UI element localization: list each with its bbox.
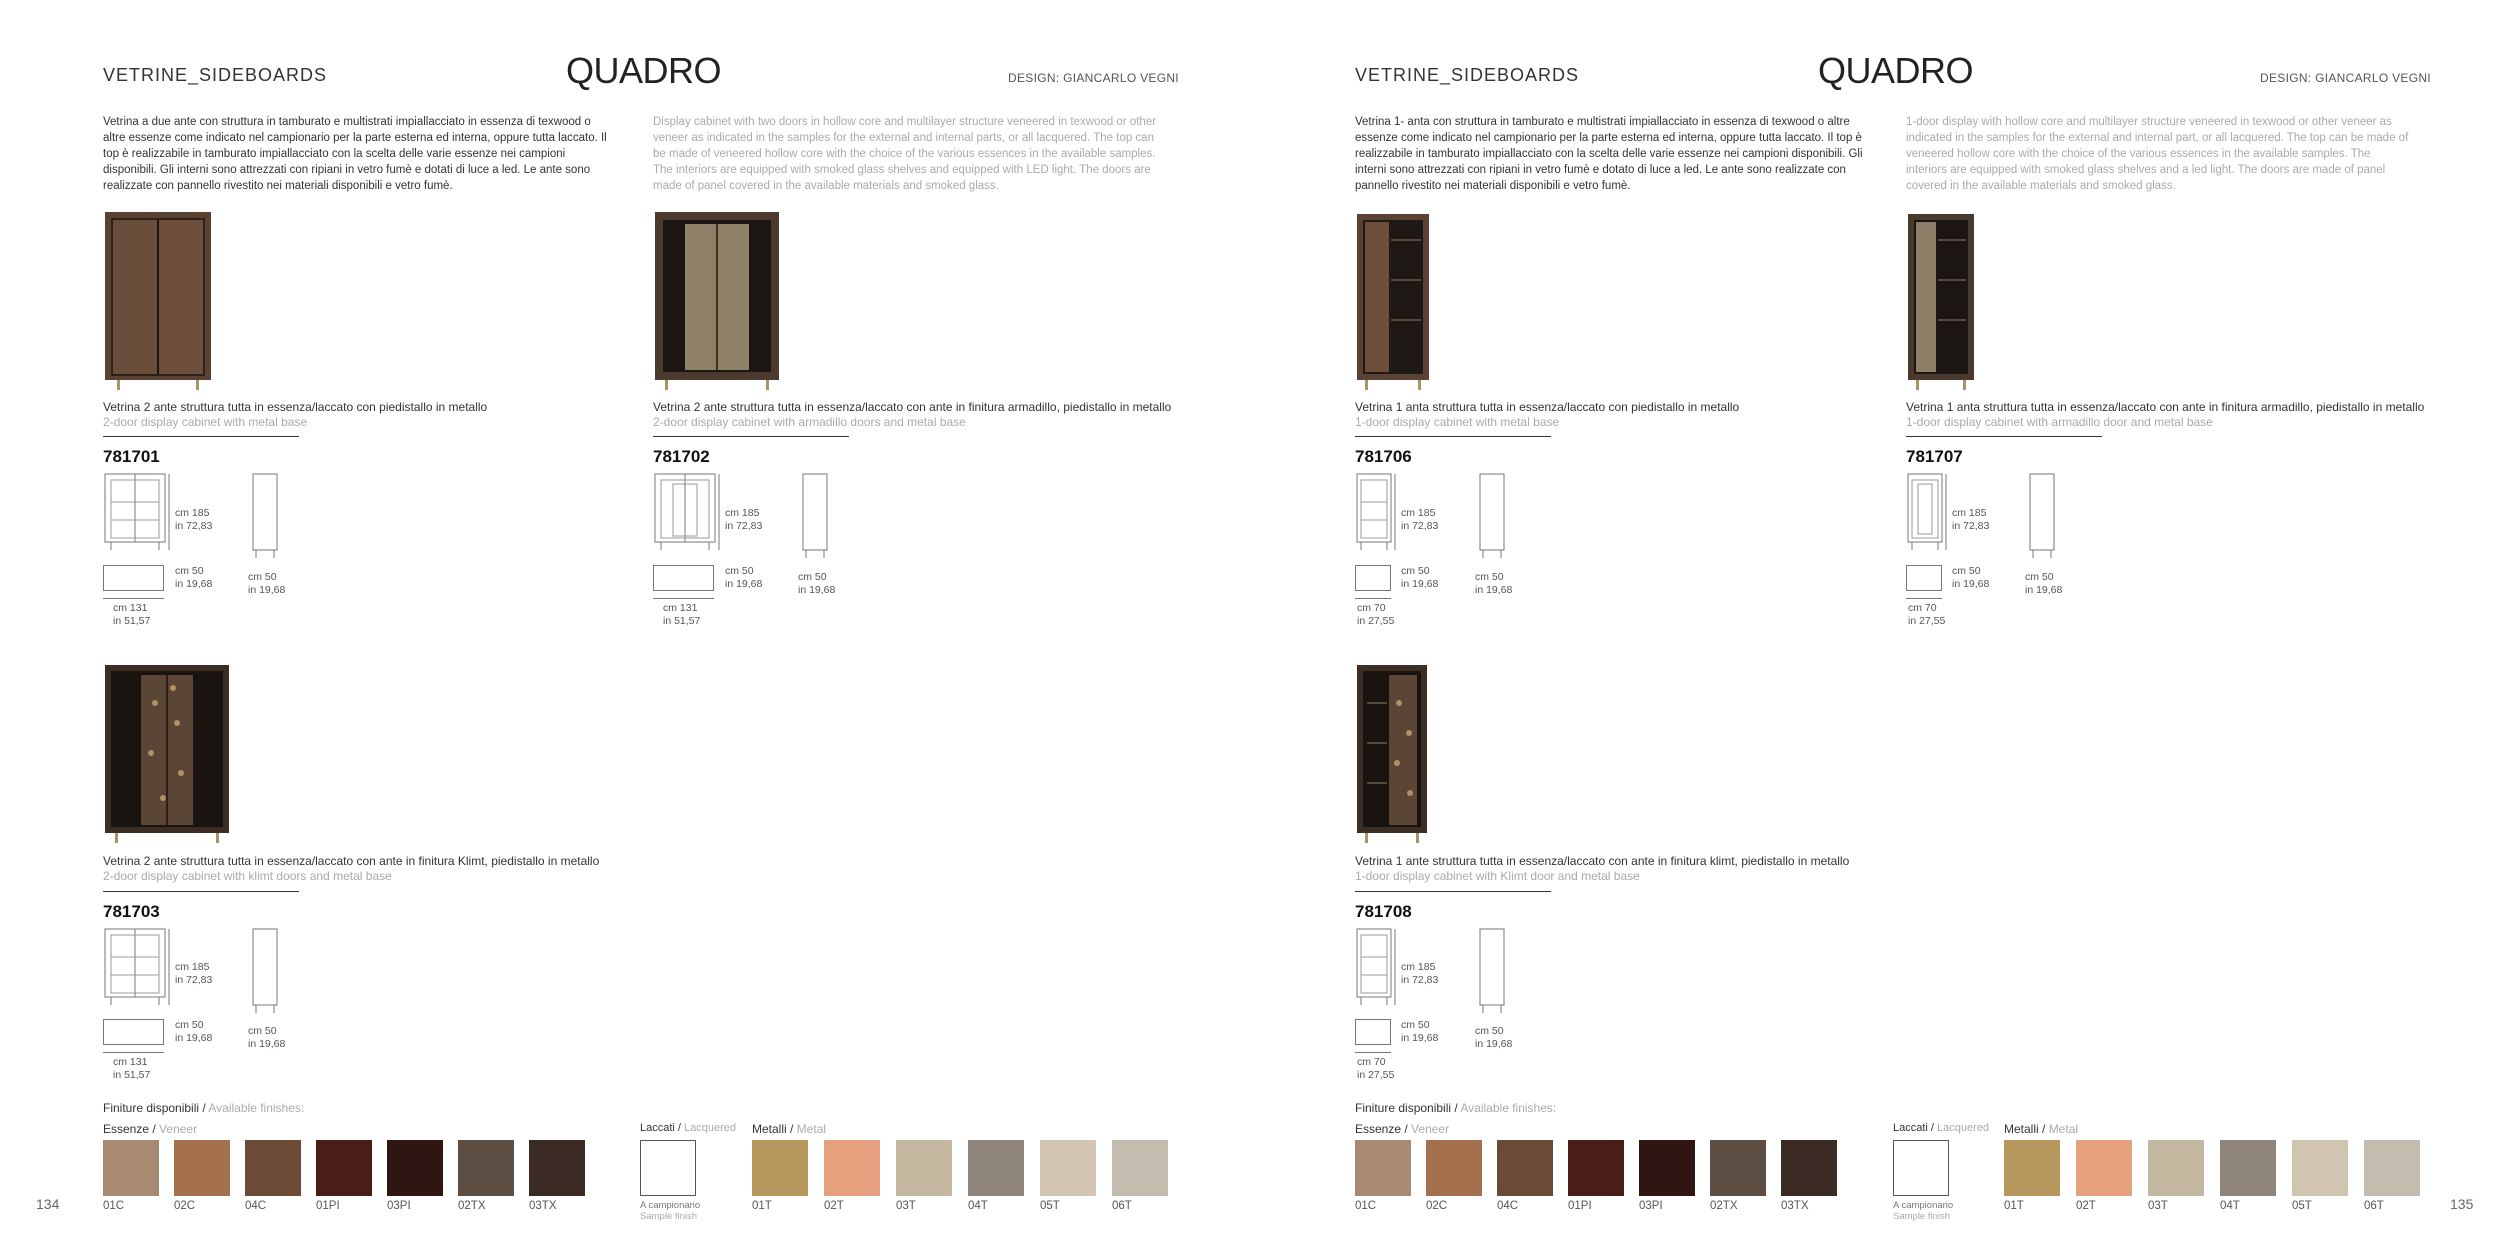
front-view-drawing: [103, 472, 173, 552]
divider: [103, 436, 299, 437]
divider: [1355, 891, 1551, 892]
side-cm: cm 50: [798, 571, 827, 583]
sample-note-en: Sample finish: [640, 1211, 698, 1222]
width-in: in 27,55: [1908, 615, 1946, 627]
metal-heading-it: Metalli /: [752, 1122, 794, 1136]
finish-swatch: [1639, 1140, 1695, 1212]
side-view-drawing: [1478, 927, 1508, 1017]
finish-swatch-code: 02C: [174, 1200, 196, 1212]
finish-swatch-color: [2220, 1140, 2276, 1196]
finishes-heading: [1355, 1101, 1556, 1115]
width-cm: cm 131: [113, 1056, 148, 1068]
finish-swatch: [316, 1140, 372, 1212]
side-dimension: [248, 1025, 285, 1051]
depth-in: in 19,68: [1952, 578, 1990, 590]
finish-swatch-color: [1112, 1140, 1168, 1196]
finish-swatch-color: [1040, 1140, 1096, 1196]
caption-en: 1-door display cabinet with armadillo door and metal base: [1906, 415, 2213, 429]
finish-swatch-color: [245, 1140, 301, 1196]
top-view-drawing: [103, 1019, 164, 1045]
lacquered-heading: [1893, 1122, 1989, 1134]
depth-dimension: [1952, 565, 1989, 591]
depth-in: in 19,68: [725, 578, 763, 590]
divider: [103, 891, 299, 892]
front-view-drawing: [1355, 472, 1395, 552]
side-cm: cm 50: [248, 571, 277, 583]
veneer-heading: [1355, 1122, 1449, 1136]
finish-swatch-code: 01C: [1355, 1200, 1377, 1212]
height-dimension-line: [716, 472, 722, 552]
sample-note-it: A campionario: [640, 1200, 701, 1211]
lacquered-sample-note: [640, 1200, 700, 1222]
veneer-heading-it: Essenze /: [103, 1122, 156, 1136]
finish-swatch: [1355, 1140, 1411, 1212]
side-in: in 19,68: [1475, 584, 1513, 596]
depth-cm: cm 50: [1401, 565, 1430, 577]
side-in: in 19,68: [1475, 1038, 1513, 1050]
finish-swatch-code: 04C: [1497, 1200, 1519, 1212]
product-code: 781706: [1355, 447, 1412, 466]
finish-swatch-code: 03PI: [1639, 1200, 1663, 1212]
caption-en: 2-door display cabinet with metal base: [103, 415, 308, 429]
side-view-drawing: [251, 472, 281, 562]
finish-swatch-color: [387, 1140, 443, 1196]
finishes-heading-en: Available finishes:: [1460, 1101, 1557, 1115]
finish-swatch: [896, 1140, 952, 1212]
veneer-heading-it: Essenze /: [1355, 1122, 1408, 1136]
finish-swatch-color: [896, 1140, 952, 1196]
caption-en: 2-door display cabinet with armadillo doors and metal base: [653, 415, 966, 429]
caption-it: Vetrina 2 ante struttura tutta in essenza/laccato con ante in finitura armadillo, piedistallo in metallo: [653, 400, 1172, 414]
product-code: 781707: [1906, 447, 1963, 466]
finish-swatch: [1112, 1140, 1168, 1212]
side-dimension: [1475, 571, 1512, 597]
side-in: in 19,68: [248, 584, 286, 596]
finish-swatch-code: 05T: [2292, 1200, 2312, 1212]
lacquered-swatch: [1893, 1140, 1949, 1196]
height-in: in 72,83: [175, 520, 213, 532]
side-dimension: [798, 571, 835, 597]
metal-heading-en: Metal: [2048, 1122, 2079, 1136]
side-dimension: [1475, 1025, 1512, 1051]
finish-swatch-code: 05T: [1040, 1200, 1060, 1212]
description-en: Display cabinet with two doors in hollow core and multilayer structure veneered in texwood or other veneer as indicated in the samples for the external and internal parts, or all lacquered. The top can be made of veneered hollow core with the choice of the various essences in the available samples. The interiors are equipped with smoked glass shelves and equipped with LED light. The doors are made of panel covered in the available materials and smoked glass.: [653, 116, 1157, 192]
height-in: in 72,83: [175, 974, 213, 986]
finish-swatch-color: [2076, 1140, 2132, 1196]
finishes-heading-it: Finiture disponibili /: [103, 1101, 206, 1115]
finish-swatch-color: [824, 1140, 880, 1196]
finish-swatch-code: 01PI: [316, 1200, 340, 1212]
product-code: 781708: [1355, 902, 1412, 921]
description-en: 1-door display with hollow core and multilayer structure veneered in texwood or other veneer as indicated in the samples for the external and internal part, or all lacquered. The top can be made of veneered hollow core with the choice of the various essences in the available samples. The interiors are equipped with smoked glass shelves and a led light. The doors are made of panel covered in the available materials and smoked glass.: [1906, 116, 2409, 192]
depth-in: in 19,68: [1401, 1032, 1439, 1044]
depth-dimension: [725, 565, 762, 591]
depth-cm: cm 50: [1401, 1019, 1430, 1031]
height-cm: cm 185: [725, 507, 760, 519]
width-cm: cm 70: [1357, 1056, 1386, 1068]
metal-heading-en: Metal: [796, 1122, 827, 1136]
depth-in: in 19,68: [175, 1032, 213, 1044]
finish-swatch-code: 02T: [824, 1200, 844, 1212]
depth-cm: cm 50: [175, 565, 204, 577]
finish-swatch-code: 03TX: [529, 1200, 557, 1212]
height-dimension: [1401, 507, 1438, 533]
finish-swatch-code: 04C: [245, 1200, 267, 1212]
lacquered-sample-note: [1893, 1200, 1953, 1222]
finish-swatch: [1040, 1140, 1096, 1212]
width-in: in 27,55: [1357, 615, 1395, 627]
width-dimension-line: [1355, 598, 1391, 599]
finish-swatch-code: 01C: [103, 1200, 125, 1212]
product-photo: [1906, 210, 1978, 392]
finish-swatch: [2220, 1140, 2276, 1212]
page-title: QUADRO: [566, 50, 722, 91]
width-dimension: [1357, 1056, 1394, 1082]
description-it: Vetrina 1- anta con struttura in tamburato e multistrati impiallacciato in essenza di texwood o altre essenze come indicato nel campionario per la parte esterna ed interna, oppure tutta laccato. Il top è realizzabile in tamburato impiallacciato con la scelta delle varie essenze nei campioni disponibili. Gli interni sono attrezzati con ripiani in vetro fumè e dotato di luce a led. Le ante sono realizzate con pannello rivestito nei materiali disponibili e vetro fumè.: [1355, 116, 1863, 192]
depth-dimension: [175, 1019, 212, 1045]
finish-swatch-code: 03PI: [387, 1200, 411, 1212]
sample-note-en: Sample finish: [1893, 1211, 1951, 1222]
top-view-drawing: [1355, 565, 1391, 591]
lacquered-heading-it: Laccati /: [640, 1122, 681, 1134]
caption-it: Vetrina 1 anta struttura tutta in essenza/laccato con ante in finitura armadillo, piedistallo in metallo: [1906, 400, 2425, 414]
height-cm: cm 185: [175, 507, 210, 519]
height-dimension-line: [1943, 472, 1949, 552]
side-view-drawing: [251, 927, 281, 1017]
metal-heading-it: Metalli /: [2004, 1122, 2046, 1136]
width-cm: cm 70: [1908, 602, 1937, 614]
top-view-drawing: [653, 565, 714, 591]
width-in: in 51,57: [113, 1069, 151, 1081]
finish-swatch-code: 04T: [2220, 1200, 2240, 1212]
designer-label: DESIGN: GIANCARLO VEGNI: [2260, 71, 2431, 85]
finish-swatch-code: 06T: [2364, 1200, 2384, 1212]
finish-swatch-color: [1355, 1140, 1411, 1196]
height-dimension: [175, 961, 212, 987]
finish-swatch-code: 01PI: [1568, 1200, 1592, 1212]
finish-swatch-color: [752, 1140, 808, 1196]
height-dimension: [1952, 507, 1989, 533]
finishes-heading: [103, 1101, 304, 1115]
depth-cm: cm 50: [175, 1019, 204, 1031]
depth-in: in 19,68: [175, 578, 213, 590]
caption-it: Vetrina 2 ante struttura tutta in essenza/laccato con ante in finitura Klimt, piedistallo in metallo: [103, 854, 600, 868]
width-dimension-line: [1355, 1052, 1391, 1053]
finish-swatch: [458, 1140, 514, 1212]
width-dimension-line: [1906, 598, 1942, 599]
finish-swatch: [2148, 1140, 2204, 1212]
front-view-drawing: [1355, 927, 1395, 1007]
side-in: in 19,68: [798, 584, 836, 596]
finish-swatch-color: [2364, 1140, 2420, 1196]
finish-swatch: [1568, 1140, 1624, 1212]
width-cm: cm 70: [1357, 602, 1386, 614]
sample-note-it: A campionario: [1893, 1200, 1954, 1211]
side-cm: cm 50: [2025, 571, 2054, 583]
height-in: in 72,83: [1952, 520, 1990, 532]
side-in: in 19,68: [248, 1038, 286, 1050]
width-dimension-line: [103, 598, 164, 599]
width-cm: cm 131: [663, 602, 698, 614]
top-view-drawing: [1906, 565, 1942, 591]
height-dimension: [725, 507, 762, 533]
finish-swatch: [103, 1140, 159, 1212]
width-cm: cm 131: [113, 602, 148, 614]
caption-it: Vetrina 2 ante struttura tutta in essenza/laccato con piedistallo in metallo: [103, 400, 488, 414]
width-in: in 51,57: [113, 615, 151, 627]
finish-swatch-color: [458, 1140, 514, 1196]
finish-swatch: [174, 1140, 230, 1212]
width-in: in 51,57: [663, 615, 701, 627]
width-dimension: [1357, 602, 1394, 628]
top-view-drawing: [1355, 1019, 1391, 1045]
finish-swatch-code: 03T: [2148, 1200, 2168, 1212]
finish-swatch-color: [1639, 1140, 1695, 1196]
finish-swatch: [1426, 1140, 1482, 1212]
finish-swatch-code: 01T: [752, 1200, 772, 1212]
depth-dimension: [1401, 565, 1438, 591]
height-in: in 72,83: [1401, 520, 1439, 532]
category-label: VETRINE_SIDEBOARDS: [103, 65, 328, 85]
caption-it: Vetrina 1 anta struttura tutta in essenza/laccato con piedistallo in metallo: [1355, 400, 1740, 414]
front-view-drawing: [103, 927, 173, 1007]
caption-en: 2-door display cabinet with klimt doors and metal base: [103, 869, 392, 883]
depth-dimension: [175, 565, 212, 591]
height-cm: cm 185: [1401, 961, 1436, 973]
height-dimension-line: [1392, 472, 1398, 552]
caption-en: 1-door display cabinet with Klimt door and metal base: [1355, 869, 1640, 883]
side-view-drawing: [801, 472, 831, 562]
height-dimension: [1401, 961, 1438, 987]
height-cm: cm 185: [1952, 507, 1987, 519]
finish-swatch-color: [1710, 1140, 1766, 1196]
finish-swatch-color: [1426, 1140, 1482, 1196]
caption-it: Vetrina 1 ante struttura tutta in essenza/laccato con ante in finitura klimt, piedistallo in metallo: [1355, 854, 1850, 868]
finish-swatch: [1710, 1140, 1766, 1212]
product-photo: [653, 210, 781, 390]
finish-swatch: [1781, 1140, 1837, 1212]
finish-swatch-color: [1781, 1140, 1837, 1196]
finish-swatch: [824, 1140, 880, 1212]
finish-swatch-code: 06T: [1112, 1200, 1132, 1212]
finish-swatch: [2292, 1140, 2348, 1212]
finish-swatch: [2004, 1140, 2060, 1212]
finish-swatch-code: 02TX: [458, 1200, 486, 1212]
veneer-heading-en: Veneer: [159, 1122, 198, 1136]
height-dimension-line: [166, 472, 172, 552]
finish-swatch-code: 03T: [896, 1200, 916, 1212]
finishes-heading-en: Available finishes:: [208, 1101, 305, 1115]
lacquered-heading-it: Laccati /: [1893, 1122, 1934, 1134]
side-view-drawing: [1478, 472, 1508, 562]
depth-in: in 19,68: [1401, 578, 1439, 590]
finish-swatch-code: 01T: [2004, 1200, 2024, 1212]
width-in: in 27,55: [1357, 1069, 1395, 1081]
lacquered-swatch: [640, 1140, 696, 1196]
finish-swatch-color: [1568, 1140, 1624, 1196]
height-dimension-line: [166, 927, 172, 1007]
side-dimension: [2025, 571, 2062, 597]
top-view-drawing: [103, 565, 164, 591]
width-dimension: [663, 602, 700, 628]
divider: [1355, 436, 1551, 437]
page-title: QUADRO: [1818, 50, 1974, 91]
width-dimension: [1908, 602, 1945, 628]
page-number: 135: [2450, 1196, 2474, 1212]
finish-swatch-color: [1497, 1140, 1553, 1196]
side-in: in 19,68: [2025, 584, 2063, 596]
metal-heading: [752, 1122, 826, 1136]
finish-swatch-color: [968, 1140, 1024, 1196]
width-dimension-line: [653, 598, 714, 599]
finish-swatch-color: [174, 1140, 230, 1196]
veneer-heading-en: Veneer: [1411, 1122, 1450, 1136]
height-dimension-line: [1392, 927, 1398, 1007]
finish-swatch-color: [103, 1140, 159, 1196]
metal-heading: [2004, 1122, 2078, 1136]
product-photo: [103, 663, 231, 843]
divider: [1906, 436, 2102, 437]
product-photo: [103, 208, 213, 390]
height-cm: cm 185: [1401, 507, 1436, 519]
finish-swatch-code: 03TX: [1781, 1200, 1809, 1212]
product-photo: [1355, 663, 1431, 845]
finish-swatch: [245, 1140, 301, 1212]
finish-swatch: [752, 1140, 808, 1212]
finish-swatch-code: 02T: [2076, 1200, 2096, 1212]
finish-swatch-color: [2148, 1140, 2204, 1196]
finish-swatch-color: [2292, 1140, 2348, 1196]
finish-swatch: [2076, 1140, 2132, 1212]
description-it: Vetrina a due ante con struttura in tamburato e multistrati impiallacciato in essenza di texwood o altre essenze come indicato nel campionario per la parte esterna ed interna, oppure tutta laccato. Il top è realizzabile in tamburato impiallacciato con la scelta delle varie essenze nei campioni disponibili. Gli interni sono attrezzati con ripiani in vetro fumè e dotati di luce a led. Le ante sono realizzate con pannello rivestito nei materiali disponibili e vetro fumè.: [103, 116, 607, 192]
product-photo: [1355, 210, 1435, 392]
width-dimension: [113, 602, 150, 628]
side-cm: cm 50: [1475, 1025, 1504, 1037]
divider: [653, 436, 849, 437]
finish-swatch-code: 02TX: [1710, 1200, 1738, 1212]
category-label: VETRINE_SIDEBOARDS: [1355, 65, 1580, 85]
finish-swatch-code: 02C: [1426, 1200, 1448, 1212]
side-view-drawing: [2028, 472, 2058, 562]
finishes-heading-it: Finiture disponibili /: [1355, 1101, 1458, 1115]
side-cm: cm 50: [248, 1025, 277, 1037]
height-dimension: [175, 507, 212, 533]
side-cm: cm 50: [1475, 571, 1504, 583]
product-code: 781702: [653, 447, 710, 466]
finish-swatch: [1497, 1140, 1553, 1212]
finish-swatch-code: 04T: [968, 1200, 988, 1212]
finish-swatch: [387, 1140, 443, 1212]
page-number: 134: [36, 1196, 60, 1212]
depth-cm: cm 50: [725, 565, 754, 577]
height-in: in 72,83: [1401, 974, 1439, 986]
depth-dimension: [1401, 1019, 1438, 1045]
depth-cm: cm 50: [1952, 565, 1981, 577]
finish-swatch: [529, 1140, 585, 1212]
designer-label: DESIGN: GIANCARLO VEGNI: [1008, 71, 1179, 85]
lacquered-heading-en: Lacquered: [1937, 1122, 1990, 1134]
finish-swatch-color: [316, 1140, 372, 1196]
caption-en: 1-door display cabinet with metal base: [1355, 415, 1560, 429]
finish-swatch: [2364, 1140, 2420, 1212]
height-cm: cm 185: [175, 961, 210, 973]
finish-swatch-color: [529, 1140, 585, 1196]
lacquered-heading: [640, 1122, 736, 1134]
side-dimension: [248, 571, 285, 597]
finish-swatch-color: [2004, 1140, 2060, 1196]
product-code: 781703: [103, 902, 160, 921]
finish-swatch: [968, 1140, 1024, 1212]
width-dimension: [113, 1056, 150, 1082]
lacquered-heading-en: Lacquered: [684, 1122, 737, 1134]
width-dimension-line: [103, 1052, 164, 1053]
veneer-heading: [103, 1122, 197, 1136]
product-code: 781701: [103, 447, 160, 466]
front-view-drawing: [1906, 472, 1946, 552]
front-view-drawing: [653, 472, 723, 552]
height-in: in 72,83: [725, 520, 763, 532]
